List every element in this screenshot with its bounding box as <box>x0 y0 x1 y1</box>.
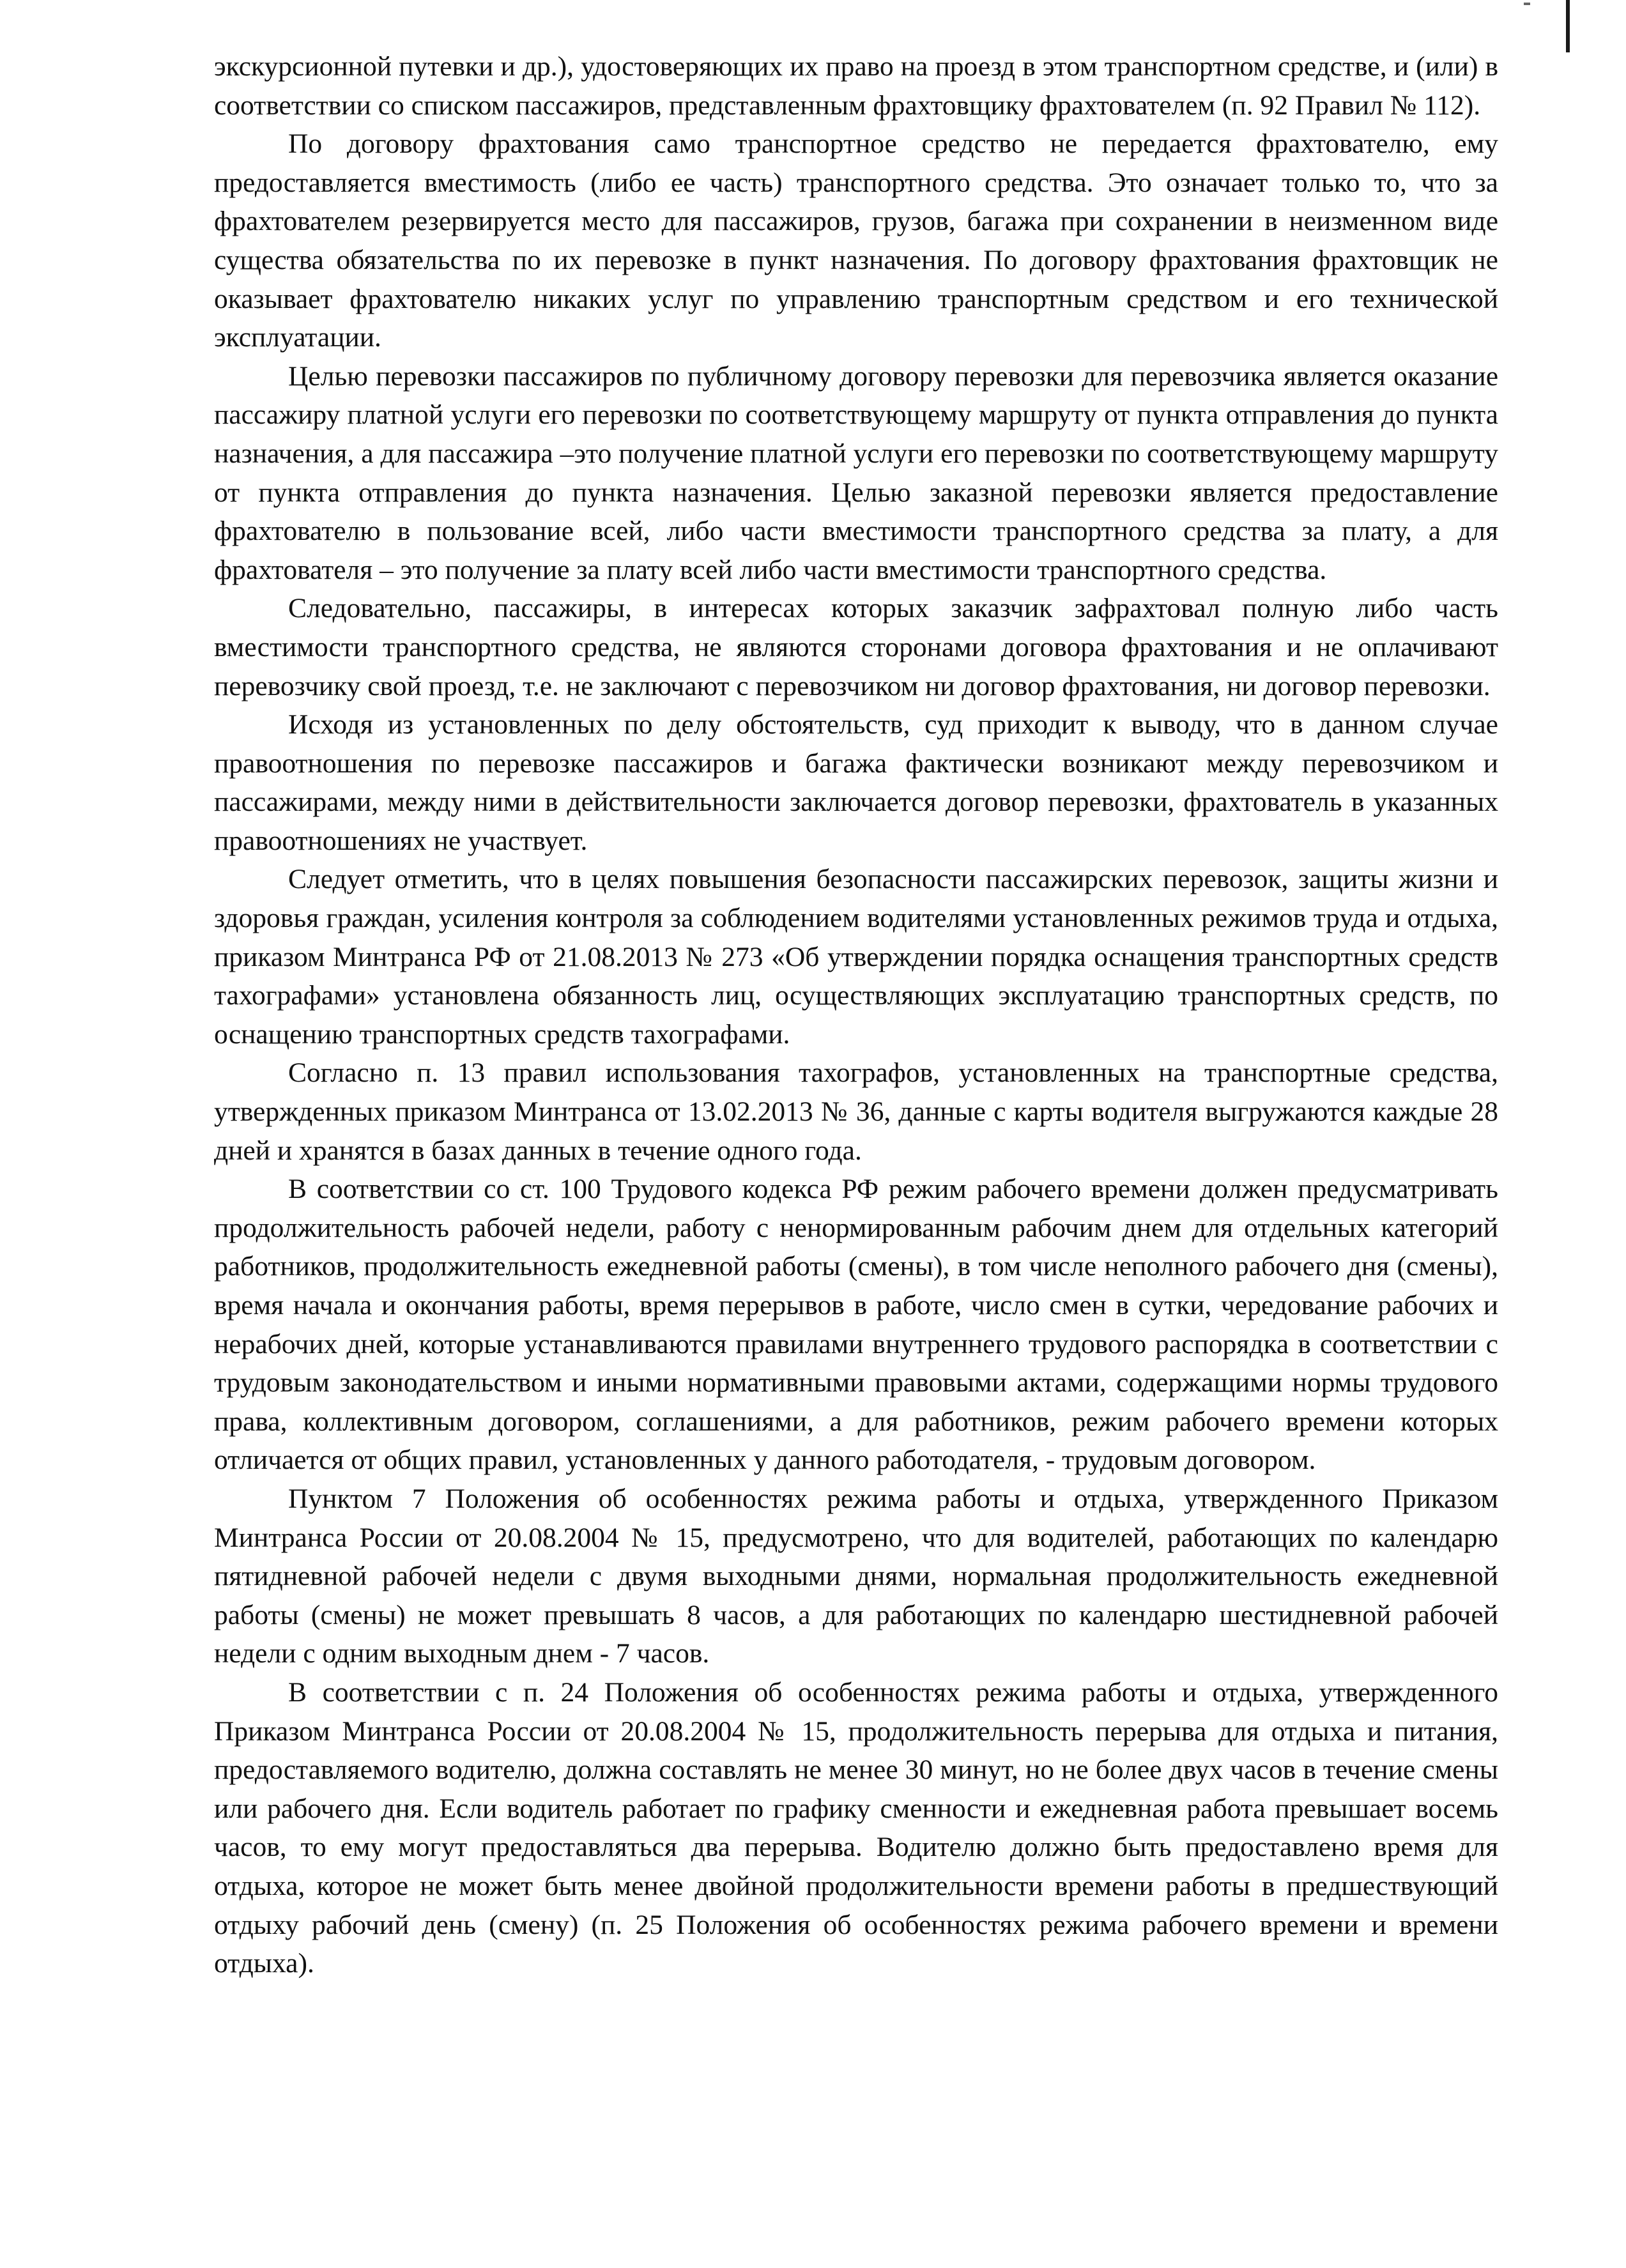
paragraph-tachographs-order: Следует отметить, что в целях повышения безопасности пассажирских перевозок, защиты жизни и здоровья граждан, усиления контроля за соблюдением водителями установленных режимов труда и отдыха, приказом Минтранса РФ от 21.08.2013 № 273 «Об утверждении порядка оснащения транспортных средств тахографами» установлена обязанность лиц, осуществляющих эксплуатацию транспортных средств, по оснащению транспортных средств тахографами. <box>214 864 1498 1050</box>
scan-edge-mark <box>1566 0 1570 52</box>
scan-speck <box>1524 3 1530 5</box>
paragraph-court-conclusion: Исходя из установленных по делу обстоятельств, суд приходит к выводу, что в данном случае правоотношения по перевозке пассажиров и багажа фактически возникают между перевозчиком и пассажирами, между ними в действительности заключается договор перевозки, фрахтователь в указанных правоотношениях не участвует. <box>214 709 1498 856</box>
paragraph-clause-7: Пунктом 7 Положения об особенностях режима работы и отдыха, утвержденного Приказом Минтранса России от 20.08.2004 № 15, предусмотрено, что для водителей, работающих по календарю пятидневной рабочей недели с двумя выходными днями, нормальная продолжительность ежедневной работы (смены) не может превышать 8 часов, а для работающих по календарю шестидневной рабочей недели с одним выходным днем - 7 часов. <box>214 1483 1498 1669</box>
paragraph-tachograph-rules: Согласно п. 13 правил использования тахографов, установленных на транспортные средства, утвержденных приказом Минтранса от 13.02.2013 № 36, данные с карты водителя выгружаются каждые 28 дней и хранятся в базах данных в течение одного года. <box>214 1057 1498 1166</box>
paragraph-consequently: Следовательно, пассажиры, в интересах которых заказчик зафрахтовал полную либо часть вместимости транспортного средства, не являются сторонами договора фрахтования и не оплачивают перевозчику свой проезд, т.е. не заключают с перевозчиком ни договор фрахтования, ни договор перевозки. <box>214 593 1498 701</box>
paragraph-labor-code: В соответствии со ст. 100 Трудового кодекса РФ режим рабочего времени должен предусматривать продолжительность рабочей недели, работу с ненормированным рабочим днем для отдельных категорий работников, продолжительность ежедневной работы (смены), в том числе неполного рабочего дня (смены), время начала и окончания работы, время перерывов в работе, число смен в сутки, чередование рабочих и нерабочих дней, которые устанавливаются правилами внутреннего трудового распорядка в соответствии с трудовым законодательством и иными нормативными правовыми актами, содержащими нормы трудового права, коллективным договором, соглашениями, а для работников, режим рабочего времени которых отличается от общих правил, установленных у данного работодателя, - трудовым договором. <box>214 1174 1498 1476</box>
paragraph-continuation: экскурсионной путевки и др.), удостоверяющих их право на проезд в этом транспортном средстве, и (или) в соответствии со списком пассажиров, представленным фрахтовщику фрахтователем (п. 92 Правил № 112). <box>214 51 1498 121</box>
paragraph-clause-24: В соответствии с п. 24 Положения об особенностях режима работы и отдыха, утвержденного Приказом Минтранса России от 20.08.2004 № 15, продолжительность перерыва для отдыха и питания, предоставляемого водителю, должна составлять не менее 30 минут, но не более двух часов в течение смены или рабочего дня. Если водитель работает по графику сменности и ежедневная работа превышает восемь часов, то ему могут предоставляться два перерыва. Водителю должно быть предоставлено время для отдыха, которое не может быть менее двойной продолжительности времени работы в предшествующий отдыху рабочий день (смену) (п. 25 Положения об особенностях режима рабочего времени и времени отдыха). <box>214 1676 1498 1979</box>
document-body <box>214 47 1498 1983</box>
paragraph-carriage-purpose: Целью перевозки пассажиров по публичному договору перевозки для перевозчика является оказание пассажиру платной услуги его перевозки по соответствующему маршруту от пункта отправления до пункта назначения, а для пассажира –это получение платной услуги его перевозки по соответствующему маршруту от пункта отправления до пункта назначения. Целью заказной перевозки является предоставление фрахтователю в пользование всей, либо части вместимости транспортного средства за плату, а для фрахтователя – это получение за плату всей либо части вместимости транспортного средства. <box>214 360 1498 585</box>
paragraph-charter-vehicle: По договору фрахтования само транспортное средство не передается фрахтователю, ему предоставляется вместимость (либо ее часть) транспортного средства. Это означает только то, что за фрахтователем резервируется место для пассажиров, грузов, багажа при сохранении в неизменном виде существа обязательства по их перевозке в пункт назначения. По договору фрахтования фрахтовщик не оказывает фрахтователю никаких услуг по управлению транспортным средством и его технической эксплуатации. <box>214 128 1498 353</box>
